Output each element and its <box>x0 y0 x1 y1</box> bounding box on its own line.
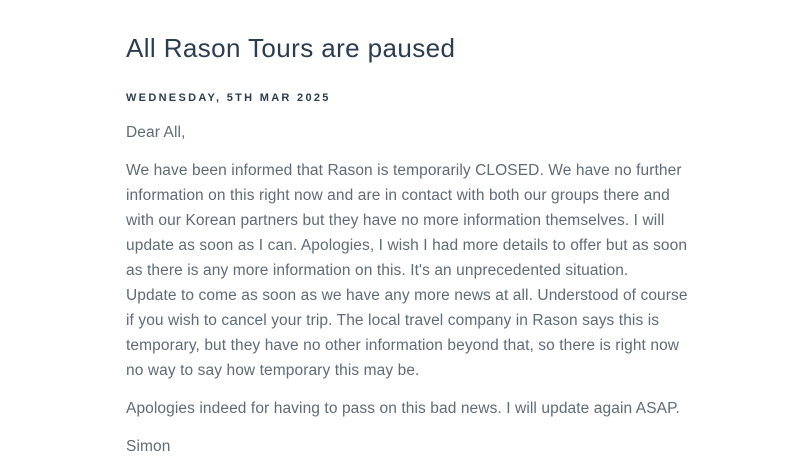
main-paragraph-part-1: We have been informed that Rason is temporarily CLOSED. We have no further information on this right now and are in contact with both our groups there and with our Korean partners but they have no more information themselves. I will update as soon as I can. Apologies, I wish I had more details to offer but as soon as there is any more information on this. It's an unprecedented situation. <box>126 162 688 279</box>
closing-paragraph: Apologies indeed for having to pass on this bad news. I will update again ASAP. <box>126 400 680 417</box>
salutation: Dear All, <box>126 124 186 141</box>
post-body <box>126 120 698 459</box>
main-paragraph-part-2: Update to come as soon as we have any more news at all. Understood of course if you wish to cancel your trip. The local travel company in Rason says this is temporary, but they have no other information beyond that, so there is right now no way to say how temporary this may be. <box>126 287 688 379</box>
signature: Simon <box>126 438 171 455</box>
page-title: All Rason Tours are paused <box>126 33 456 63</box>
post-date: WEDNESDAY, 5TH MAR 2025 <box>126 92 331 104</box>
main-paragraph <box>126 158 698 383</box>
